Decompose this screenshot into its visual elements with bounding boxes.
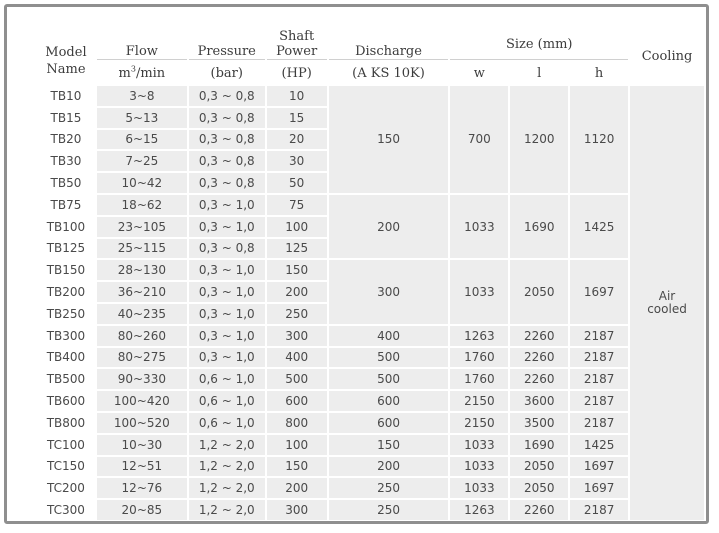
size-l-cell: 2260 <box>510 369 568 389</box>
flow-cell: 23~105 <box>97 217 187 237</box>
model-cell: TC200 <box>37 478 95 498</box>
power-cell: 125 <box>267 239 327 259</box>
size-h-cell: 1697 <box>570 478 628 498</box>
model-cell: TB125 <box>37 239 95 259</box>
flow-cell: 100~520 <box>97 413 187 433</box>
flow-cell: 80~260 <box>97 326 187 346</box>
power-unit: (HP) <box>267 62 327 84</box>
power-cell: 150 <box>267 260 327 280</box>
size-h-cell: 2187 <box>570 326 628 346</box>
model-cell: TB10 <box>37 86 95 106</box>
pressure-unit: (bar) <box>189 62 265 84</box>
pressure-cell: 0,3 ~ 1,0 <box>189 282 265 302</box>
power-cell: 600 <box>267 391 327 411</box>
model-header-top: Model <box>45 45 87 60</box>
table-row <box>37 260 704 280</box>
discharge-cell: 150 <box>329 435 449 455</box>
size-w-cell: 1263 <box>450 326 508 346</box>
model-cell: TC150 <box>37 457 95 477</box>
pressure-cell: 0,6 ~ 1,0 <box>189 391 265 411</box>
model-cell: TC300 <box>37 500 95 520</box>
size-l-cell: 1690 <box>510 435 568 455</box>
pressure-cell: 1,2 ~ 2,0 <box>189 500 265 520</box>
power-cell: 500 <box>267 369 327 389</box>
size-h-cell: 1425 <box>570 435 628 455</box>
pressure-cell: 0,3 ~ 1,0 <box>189 260 265 280</box>
size-h-cell: 2187 <box>570 348 628 368</box>
discharge-cell: 600 <box>329 391 449 411</box>
power-cell: 150 <box>267 457 327 477</box>
model-cell: TB75 <box>37 195 95 215</box>
size-w-cell: 2150 <box>450 413 508 433</box>
size-l-cell: 2260 <box>510 348 568 368</box>
pressure-cell: 0,3 ~ 0,8 <box>189 130 265 150</box>
model-cell: TB500 <box>37 369 95 389</box>
pressure-cell: 0,3 ~ 0,8 <box>189 239 265 259</box>
size-h-cell: 1120 <box>570 86 628 193</box>
discharge-cell: 500 <box>329 348 449 368</box>
power-cell: 250 <box>267 304 327 324</box>
discharge-header: Discharge <box>329 29 449 60</box>
size-l-cell: 2050 <box>510 260 568 323</box>
size-w-cell: 1263 <box>450 500 508 520</box>
size-l-cell: 1200 <box>510 86 568 193</box>
pressure-cell: 1,2 ~ 2,0 <box>189 435 265 455</box>
power-cell: 10 <box>267 86 327 106</box>
model-cell: TB20 <box>37 130 95 150</box>
pressure-cell: 0,3 ~ 0,8 <box>189 108 265 128</box>
table-row <box>37 326 704 346</box>
flow-cell: 10~42 <box>97 173 187 193</box>
size-l-cell: 2050 <box>510 478 568 498</box>
size-h-cell: 1425 <box>570 195 628 258</box>
size-w-cell: 1033 <box>450 457 508 477</box>
cooling-cell <box>630 86 704 520</box>
size-l-cell: 2260 <box>510 500 568 520</box>
pressure-cell: 0,3 ~ 0,8 <box>189 151 265 171</box>
model-header-bottom: Name <box>37 62 95 84</box>
size-w-cell: 1760 <box>450 348 508 368</box>
discharge-cell: 600 <box>329 413 449 433</box>
table-row <box>37 86 704 106</box>
discharge-cell: 250 <box>329 478 449 498</box>
size-h-cell: 1697 <box>570 260 628 323</box>
cooling-value <box>647 290 687 316</box>
discharge-cell: 200 <box>329 457 449 477</box>
spec-table-frame <box>4 4 709 524</box>
size-h-cell: 1697 <box>570 457 628 477</box>
size-l-cell: 3500 <box>510 413 568 433</box>
flow-cell: 100~420 <box>97 391 187 411</box>
discharge-cell: 300 <box>329 260 449 323</box>
cooling-line2: cooled <box>647 301 687 316</box>
power-cell: 75 <box>267 195 327 215</box>
model-cell: TB300 <box>37 326 95 346</box>
power-cell: 100 <box>267 435 327 455</box>
pressure-header: Pressure <box>189 29 265 60</box>
model-cell: TB100 <box>37 217 95 237</box>
flow-cell: 7~25 <box>97 151 187 171</box>
spec-table-body <box>37 86 704 520</box>
pressure-cell: 0,3 ~ 1,0 <box>189 195 265 215</box>
flow-cell: 6~15 <box>97 130 187 150</box>
size-w-cell: 1033 <box>450 478 508 498</box>
flow-cell: 40~235 <box>97 304 187 324</box>
pressure-cell: 1,2 ~ 2,0 <box>189 457 265 477</box>
size-l-cell: 3600 <box>510 391 568 411</box>
size-l-cell: 2260 <box>510 326 568 346</box>
model-cell: TB150 <box>37 260 95 280</box>
model-cell: TC100 <box>37 435 95 455</box>
model-cell: TB400 <box>37 348 95 368</box>
model-header <box>37 29 95 60</box>
power-cell: 200 <box>267 282 327 302</box>
power-cell: 400 <box>267 348 327 368</box>
table-row <box>37 435 704 455</box>
flow-cell: 18~62 <box>97 195 187 215</box>
pressure-cell: 0,6 ~ 1,0 <box>189 413 265 433</box>
table-row <box>37 413 704 433</box>
table-row <box>37 391 704 411</box>
model-cell: TB600 <box>37 391 95 411</box>
pressure-cell: 0,3 ~ 1,0 <box>189 326 265 346</box>
power-cell: 100 <box>267 217 327 237</box>
model-cell: TB250 <box>37 304 95 324</box>
table-row <box>37 457 704 477</box>
flow-cell: 5~13 <box>97 108 187 128</box>
power-header: Shaft Power <box>267 29 327 60</box>
size-w-cell: 700 <box>450 86 508 193</box>
flow-cell: 12~51 <box>97 457 187 477</box>
pressure-cell: 0,3 ~ 1,0 <box>189 217 265 237</box>
cooling-header: Cooling <box>630 29 704 84</box>
pressure-cell: 0,3 ~ 1,0 <box>189 348 265 368</box>
power-cell: 20 <box>267 130 327 150</box>
flow-cell: 80~275 <box>97 348 187 368</box>
table-row <box>37 348 704 368</box>
discharge-cell: 150 <box>329 86 449 193</box>
size-h-cell: 2187 <box>570 391 628 411</box>
pressure-cell: 0,3 ~ 1,0 <box>189 304 265 324</box>
pressure-cell: 0,3 ~ 0,8 <box>189 86 265 106</box>
power-cell: 15 <box>267 108 327 128</box>
size-h-header: h <box>570 62 628 84</box>
table-row <box>37 478 704 498</box>
size-l-cell: 1690 <box>510 195 568 258</box>
flow-cell: 28~130 <box>97 260 187 280</box>
discharge-unit: (A KS 10K) <box>329 62 449 84</box>
size-l-header: l <box>510 62 568 84</box>
discharge-cell: 400 <box>329 326 449 346</box>
size-w-cell: 1760 <box>450 369 508 389</box>
discharge-cell: 200 <box>329 195 449 258</box>
blower-spec-table <box>35 27 706 522</box>
flow-cell: 20~85 <box>97 500 187 520</box>
size-w-header: w <box>450 62 508 84</box>
pressure-cell: 0,6 ~ 1,0 <box>189 369 265 389</box>
size-h-cell: 2187 <box>570 369 628 389</box>
flow-cell: 12~76 <box>97 478 187 498</box>
table-row <box>37 195 704 215</box>
discharge-cell: 250 <box>329 500 449 520</box>
size-w-cell: 2150 <box>450 391 508 411</box>
model-cell: TB50 <box>37 173 95 193</box>
power-cell: 50 <box>267 173 327 193</box>
flow-cell: 36~210 <box>97 282 187 302</box>
pressure-cell: 0,3 ~ 0,8 <box>189 173 265 193</box>
model-cell: TB200 <box>37 282 95 302</box>
table-row <box>37 500 704 520</box>
flow-header: Flow <box>97 29 187 60</box>
size-h-cell: 2187 <box>570 500 628 520</box>
table-row <box>37 369 704 389</box>
pressure-cell: 1,2 ~ 2,0 <box>189 478 265 498</box>
size-w-cell: 1033 <box>450 195 508 258</box>
size-h-cell: 2187 <box>570 413 628 433</box>
power-cell: 300 <box>267 326 327 346</box>
size-w-cell: 1033 <box>450 260 508 323</box>
power-cell: 800 <box>267 413 327 433</box>
flow-cell: 90~330 <box>97 369 187 389</box>
size-l-cell: 2050 <box>510 457 568 477</box>
discharge-cell: 500 <box>329 369 449 389</box>
power-cell: 30 <box>267 151 327 171</box>
size-group-header: Size (mm) <box>450 29 628 60</box>
power-cell: 300 <box>267 500 327 520</box>
flow-cell: 25~115 <box>97 239 187 259</box>
model-cell: TB800 <box>37 413 95 433</box>
power-cell: 200 <box>267 478 327 498</box>
flow-cell: 3~8 <box>97 86 187 106</box>
flow-cell: 10~30 <box>97 435 187 455</box>
model-cell: TB15 <box>37 108 95 128</box>
model-cell: TB30 <box>37 151 95 171</box>
flow-unit: $m^3/\min$ <box>97 62 187 84</box>
size-w-cell: 1033 <box>450 435 508 455</box>
cooling-line1: Air <box>658 288 676 303</box>
